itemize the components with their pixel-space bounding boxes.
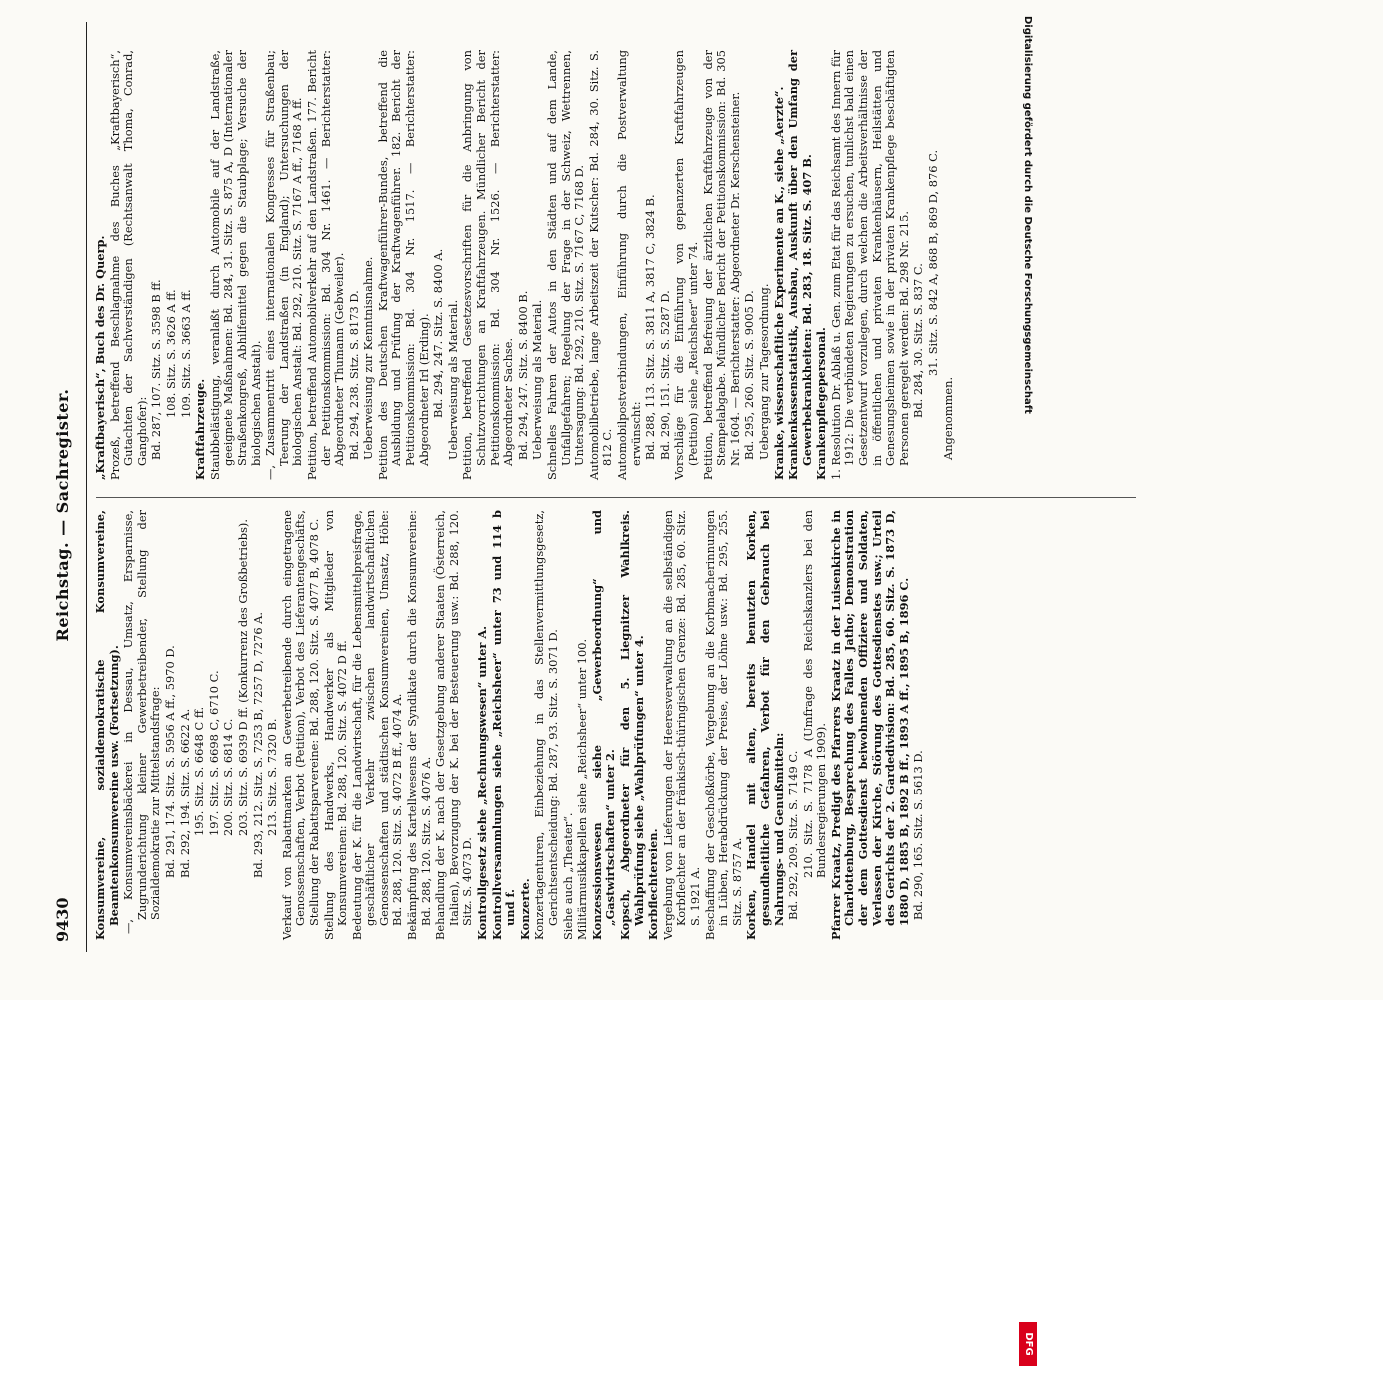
index-entry: Bd. 293, 212. Sitz. S. 7253 B, 7257 D, 7276 A. xyxy=(250,611,265,878)
index-entry: Bd. 291, 174. Sitz. S. 5956 A ff., 5970 D. xyxy=(162,645,177,878)
index-entry: Bd. 290, 165. Sitz. S. 5613 D. xyxy=(911,750,926,920)
index-entry: Korken, Handel mit alten, bereits benutzten Korken, gesundheitliche Gefahren, Verbot für den Gebrauch bei Nahrungs- und Genußmitteln: xyxy=(744,510,786,940)
index-entry: Konzessionswesen siehe „Gewerbeordnung“ und „Gastwirtschaften“ unter 2. xyxy=(589,510,618,940)
index-entry: Konzerte. xyxy=(517,878,532,940)
index-entry: Petition, betreffend Befreiung der ärztlichen Kraftfahrzeuge von der Stempelabgabe. Mündlicher Bericht der Petitionskommission: Bd. 305 Nr. 1604. — Berichterstatter: Abgeordneter Dr. Kerschensteiner. xyxy=(700,50,742,480)
column-divider xyxy=(96,497,1136,498)
index-entry: Bd. 295, 260. Sitz. S. 9005 D. xyxy=(742,290,757,460)
index-entry: Korbflechtereien. xyxy=(646,828,661,940)
index-entry: Kontrollversammlungen siehe „Reichsheer“ unter 73 und 114 b und f. xyxy=(489,510,518,940)
index-entry: —, Konsumvereinsbäckerei in Dessau, Umsatz, Ersparnisse, Zugrunderichtung kleiner Gewerbetreibender, Stellung der Sozialdemokratie zur Mittelstandsfrage: xyxy=(121,510,163,934)
index-entry: Petition, betreffend Gesetzesvorschriften für die Anbringung von Schutzvorrichtungen an Kraftfahrzeugen. Mündlicher Bericht der Petitionskommission: Bd. 304 Nr. 1526. — Berichterstatter: Abgeordneter Sachse. xyxy=(460,50,516,480)
index-entry: Behandlung der K. nach der Gesetzgebung anderer Staaten (Österreich, Italien), Bevorzugung der K. bei der Besteuerung usw.: Bd. 288, 120. Sitz. S. 4073 D. xyxy=(433,510,475,940)
index-entry: 210. Sitz. S. 7178 A (Umfrage des Reichskanzlers bei den Bundesregierungen 1909). xyxy=(800,510,829,878)
index-entry: Stellung des Handwerks, Handwerker als Mitglieder von Konsumvereinen: Bd. 288, 120. Sitz. S. 4072 D ff. xyxy=(321,510,350,940)
index-entry: Schnelles Fahren der Autos in den Städten und auf dem Lande, Unfallgefahren; Regelung der Frage in der Schweiz, Wettrennen, Untersagung: Bd. 292, 210. Sitz. S. 7167 C, 7168 D. xyxy=(545,50,587,480)
index-entry: Kraftfahrzeuge. xyxy=(193,378,208,480)
index-entry: 1. Resolution Dr. Ablaß u. Gen. zum Etat für das Reichsamt des Innern für 1912: Die verbündeten Regierungen zu ersuchen, tunlichst bald einen Gesetzentwurf vorzulegen, durch welchen die Arbeitsverhältnisse der in öffentlichen und privaten Krankenhäusern, Heilstätten und Genesungsheimen sowie in der privaten Krankenpflege beschäftigten Personen geregelt werden: Bd. 298 Nr. 215. xyxy=(828,50,911,480)
index-entry: Bd. 288, 113. Sitz. S. 3811 A, 3817 C, 3824 B. xyxy=(643,194,658,460)
index-entry: 213. Sitz. S. 7320 B. xyxy=(265,718,280,836)
index-entry: Bedeutung der K. für die Landwirtschaft, für die Lebensmittelpreisfrage, geschäftlicher Verkehr zwischen landwirtschaftlichen Genossenschaften und städtischen Konsumvereinen, Umsatz, Höhe: Bd. 288, 120. Sitz. S. 4072 B ff., 4074 A. xyxy=(349,510,405,940)
index-entry: Bd. 290, 151. Sitz. S. 5287 D. xyxy=(657,290,672,460)
page-header xyxy=(50,70,76,960)
index-entry: Beschaffung der Geschoßkörbe, Vergebung an die Korbmacherinnungen in Lüben, Herabdrückung der Preise, der Löhne usw.: Bd. 295, 255. Sitz. S. 8757 A. xyxy=(702,510,744,940)
index-entry: Krankenpflegepersonal. xyxy=(814,327,829,480)
page-number: 9430 xyxy=(53,897,72,942)
index-entry: Petition, betreffend Automobilverkehr auf den Landstraßen. 177. Bericht der Petitionskommission: Bd. 304 Nr. 1461. — Berichterstatter: Abgeordneter Thumann (Gebweiler). xyxy=(304,50,347,480)
index-entry: Ueberweisung als Material. xyxy=(445,299,460,460)
index-entry: Angenommen. xyxy=(940,376,955,460)
index-entry: Bd. 294, 247. Sitz. S. 8400 A. xyxy=(431,248,446,418)
index-entry: „Kraftbayerisch“, Buch des Dr. Querp. xyxy=(93,235,107,480)
index-entry: Pfarrer Kraatz, Predigt des Pfarrers Kraatz in der Luisenkirche in Charlottenburg, Besprechung des Falles Jatho; Demonstration der dem Gottesdienst beiwohnenden Offiziere und Soldaten, Verlassen der Kirche, Störung des Gottesdienstes usw.; Urteil des Gerichts der 2. Gardedivision: Bd. 285, 60. Sitz. S. 1873 D, 1880 D, 1885 B, 1892 B ff., 1893 A ff., 1895 B, 1896 C. xyxy=(828,510,911,940)
index-entry: Bd. 292, 194. Sitz. S. 6622 A. xyxy=(177,708,192,878)
index-entry: 203. Sitz. S. 6939 D ff. (Konkurrenz des Großbetriebs). xyxy=(235,519,250,836)
index-entry: Petition des Deutschen Kraftwagenführer-Bundes, betreffend die Ausbildung und Prüfung der Kraftwagenführer. 182. Bericht der Petitionskommission: Bd. 304 Nr. 1517. — Berichterstatter: Abgeordneter Irl (Erding). xyxy=(375,50,431,480)
index-entry: Ueberweisung als Material. xyxy=(530,299,545,460)
index-entry: Verkauf von Rabattmarken an Gewerbetreibende durch eingetragene Genossenschaften, Verbot (Petition), Verbot des Lieferantengeschäfts, Stellung der Rabattsparvereine: Bd. 288, 120. Sitz. S. 4077 B, 4078 C. xyxy=(279,510,321,940)
index-entry: Konzertagenturen, Einbeziehung in das Stellenvermittlungsgesetz, Gerichtsentscheidung: Bd. 287, 93. Sitz. S. 3071 D. xyxy=(532,510,560,940)
index-entry: 195. Sitz. S. 6648 C ff. xyxy=(192,706,207,836)
index-entry: 31. Sitz. S. 842 A, 868 B, 869 D, 876 C. xyxy=(926,149,941,376)
index-entry: Automobilpostverbindungen, Einführung durch die Postverwaltung erwünscht: xyxy=(614,50,643,480)
index-entry: —, Zusammentritt eines internationalen Kongresses für Straßenbau; Teerung der Landstraßen (in England); Untersuchungen der biologischen Anstalt: Bd. 292, 210. Sitz. S. 7167 A ff., 7168 A ff. xyxy=(263,50,305,480)
index-entry: Krankenkassenstatistik, Ausbau, Auskunft über den Umfang der Gewerbekrankheiten: Bd. 283, 18. Sitz. S. 407 B. xyxy=(786,50,814,480)
index-entry: Bd. 292, 209. Sitz. S. 7149 C. xyxy=(786,750,801,920)
index-entry: Vergebung von Lieferungen der Heeresverwaltung an die selbständigen Korbflechter an der fränkisch-thüringischen Grenze: Bd. 285, 60. Sitz. S. 1921 A. xyxy=(660,510,702,940)
index-entry: Uebergang zur Tagesordnung. xyxy=(756,283,771,460)
running-head: Reichstag. — Sachregister. xyxy=(53,388,72,642)
right-column xyxy=(94,50,956,480)
index-entry: Kranke, wissenschaftliche Experimente an K., siehe „Aerzte“. xyxy=(771,86,786,480)
index-entry: Ueberweisung zur Kenntnisnahme. xyxy=(361,256,376,460)
header-rule xyxy=(86,22,87,952)
index-entry: 108. Sitz. S. 3626 A ff. xyxy=(163,289,178,418)
credit-text: Digitalisierung gefördert durch die Deutsche Forschungsgemeinschaft xyxy=(1022,16,1033,414)
index-entry: Vorschläge für die Einführung von gepanzerten Kraftfahrzeugen (Petition) siehe „Reichsheer“ unter 74. xyxy=(672,50,700,480)
index-entry: Konsumvereine, sozialdemokratische Konsumvereine, Beamtenkonsumvereine usw. (Fortsetzung). xyxy=(93,510,121,940)
index-entry: Staubbelästigung, veranlaßt durch Automobile auf der Landstraße, geeignete Maßnahmen: Bd. 284, 31. Sitz. S. 875 A, D (Internationaler Straßenkongreß, Abhilfemittel gegen die Staubplage; Versuche der biologischen Anstalt). xyxy=(207,50,263,480)
index-entry: Prozeß, betreffend Beschlagnahme des Buches „Kraftbayerisch“, Gutachten der Sachverständigen (Rechtsanwalt Thoma, Conrad, Ganghofer): xyxy=(107,50,149,480)
dfg-logo: DFG xyxy=(1019,1322,1037,1366)
index-entry: Bd. 287, 107. Sitz. S. 3598 B ff. xyxy=(149,279,164,460)
index-entry: Bd. 294, 247. Sitz. S. 8400 B. xyxy=(515,290,530,460)
index-entry: Bekämpfung des Kartellwesens der Syndikate durch die Konsumvereine: Bd. 288, 120. Sitz. S. 4076 A. xyxy=(405,510,433,940)
index-entry: Siehe auch „Theater“. xyxy=(560,812,575,940)
index-entry: Automobilbetriebe, lange Arbeitszeit der Kutscher: Bd. 284, 30. Sitz. S. 812 C. xyxy=(586,50,615,480)
index-entry: 109. Sitz. S. 3663 A ff. xyxy=(178,289,193,418)
index-entry: 197. Sitz. S. 6698 C, 6710 C. xyxy=(206,670,221,836)
left-column xyxy=(94,510,927,940)
index-entry: Bd. 284, 30. Sitz. S. 837 C. xyxy=(911,263,926,418)
index-entry: 200. Sitz. S. 6814 C. xyxy=(221,718,236,836)
index-entry: Kontrollgesetz siehe „Rechnungswesen“ unter A. xyxy=(475,625,490,940)
index-entry: Militärmusikkapellen siehe „Reichsheer“ unter 100. xyxy=(575,638,590,940)
digitization-credit xyxy=(1015,0,1037,1383)
index-entry: Bd. 294, 238. Sitz. S. 8173 D. xyxy=(346,290,361,460)
index-entry: Kopsch, Abgeordneter für den 5. Liegnitzer Wahlkreis. Wahlprüfung siehe „Wahlprüfungen“ unter 4. xyxy=(617,510,646,940)
